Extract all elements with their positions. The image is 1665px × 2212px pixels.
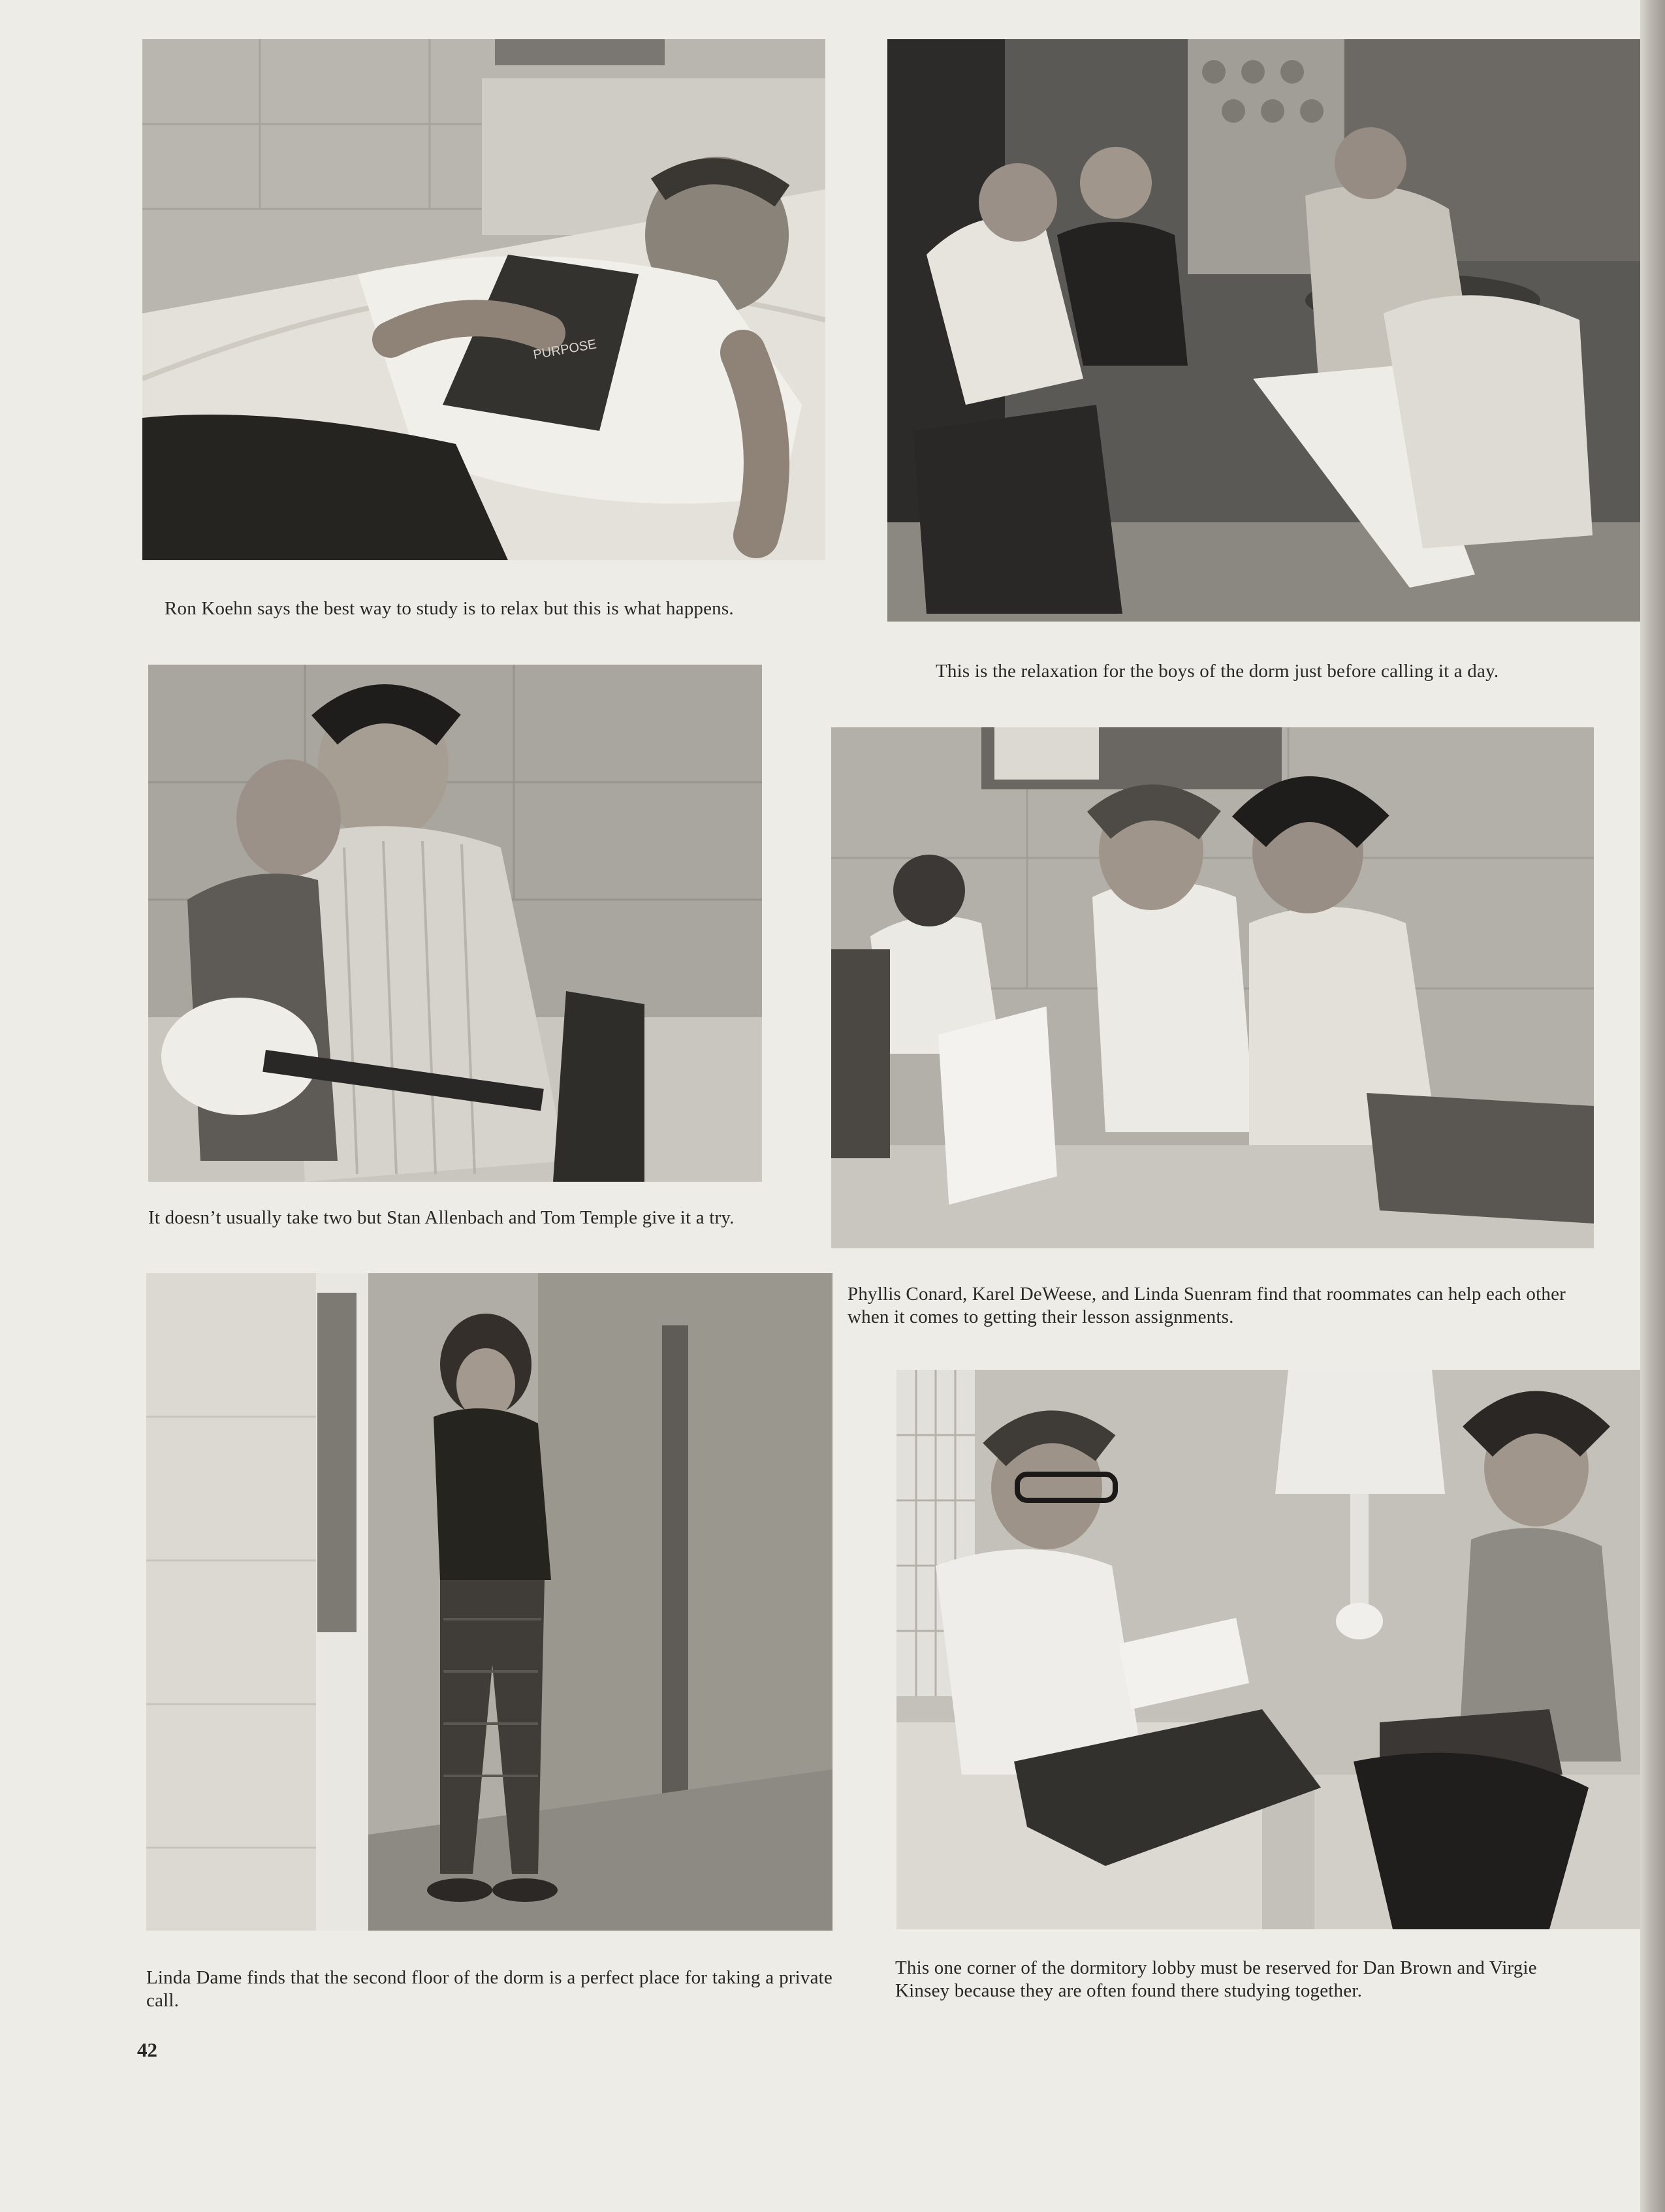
photo-card-game: [887, 39, 1640, 622]
caption-photo-4: Phyllis Conard, Karel DeWeese, and Linda Suenram find that roommates can help each other when it comes to getting their lesson assignments.: [848, 1284, 1566, 1327]
photo-guitar-duo: [148, 665, 762, 1182]
photo-lobby-studying: [896, 1370, 1640, 1929]
caption-photo-1: Ron Koehn says the best way to study is to relax but this is what happens.: [165, 598, 734, 619]
photo-hallway-phone-call: [146, 1273, 832, 1931]
page-number: 42: [137, 2038, 157, 2061]
caption-photo-2: This is the relaxation for the boys of the dorm just before calling it a day.: [936, 661, 1499, 682]
caption-photo-6: This one corner of the dormitory lobby must be reserved for Dan Brown and Virgie Kinsey because they are often found there studying together.: [895, 1957, 1537, 2001]
photo-sleeping-student: [142, 39, 825, 560]
caption-photo-3: It doesn’t usually take two but Stan Allenbach and Tom Temple give it a try.: [148, 1207, 735, 1228]
book-title: PURPOSE: [532, 337, 598, 362]
caption-photo-5: Linda Dame finds that the second floor of the dorm is a perfect place for taking a private call.: [146, 1967, 832, 2011]
book-spine-shadow: [1640, 0, 1665, 2212]
photo-roommates-studying: [831, 727, 1594, 1248]
